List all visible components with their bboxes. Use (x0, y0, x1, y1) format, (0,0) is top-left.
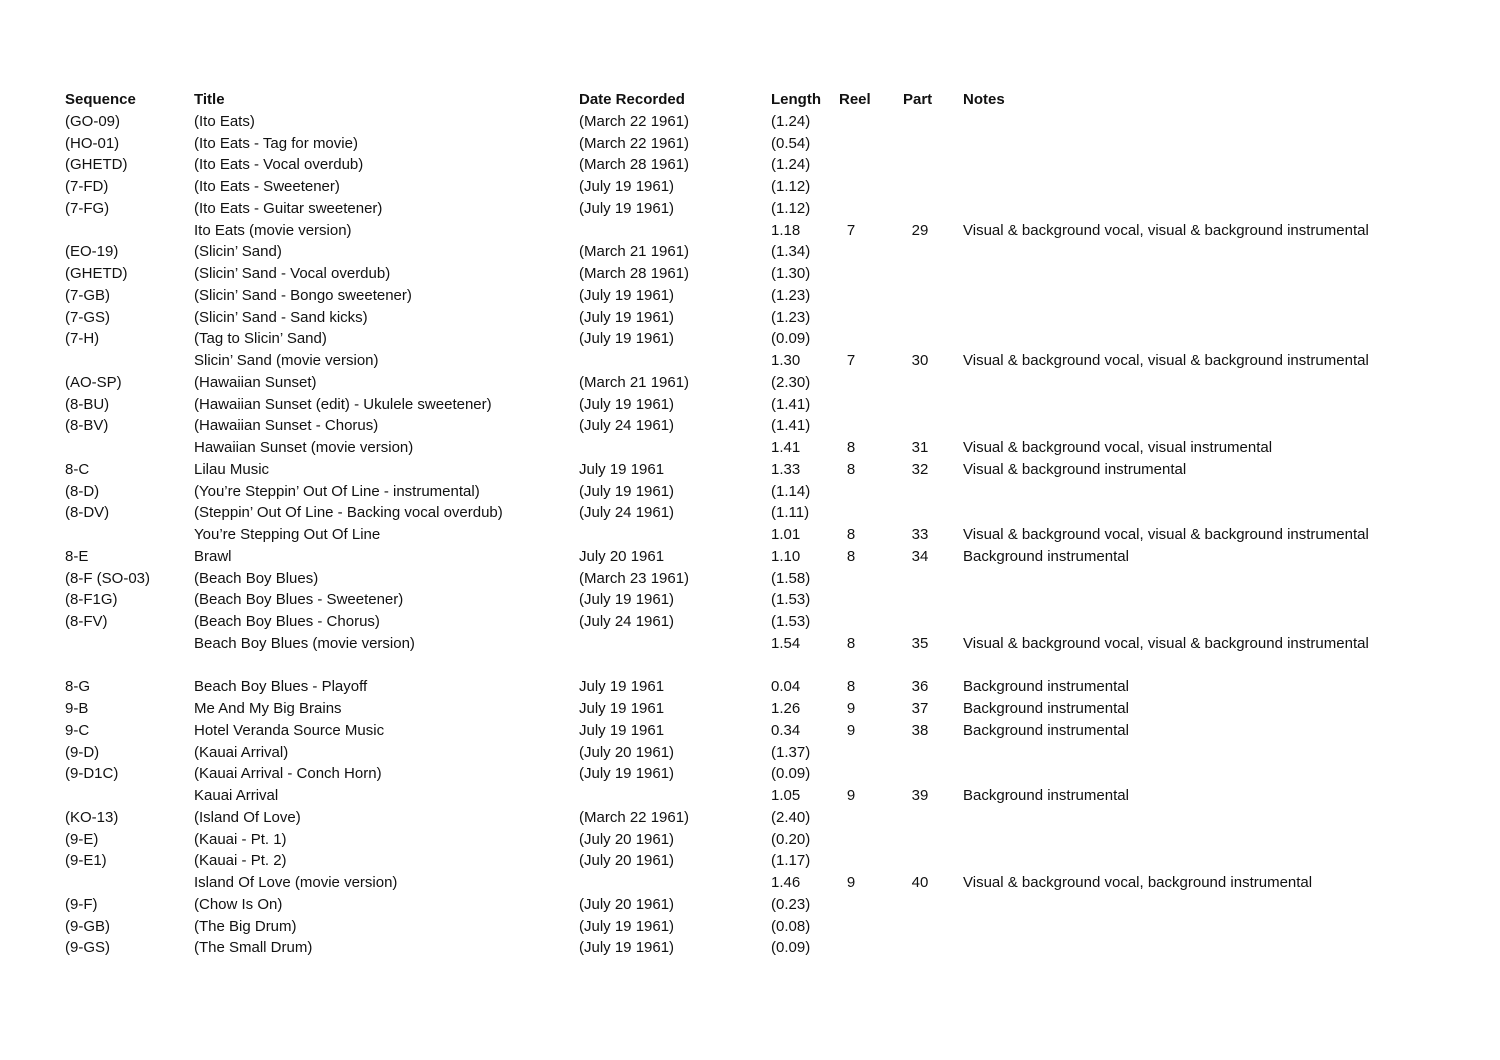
table-row (0, 698, 1500, 720)
cell-sequence: 8-G (65, 678, 91, 696)
cell-date-recorded: (July 20 1961) (579, 895, 675, 913)
cell-reel: 9 (846, 787, 856, 804)
cell-title: Me And My Big Brains (194, 700, 342, 717)
table-row (0, 350, 1500, 372)
cell-sequence: (7-FD) (65, 178, 109, 195)
cell-date-recorded: July 19 1961 (579, 700, 665, 717)
cell-length: (0.09) (771, 939, 811, 957)
cell-part: 35 (911, 634, 929, 652)
cell-date-recorded: (July 20 1961) (579, 743, 675, 761)
cell-title: (Ito Eats - Vocal overdub) (194, 156, 364, 174)
cell-date-recorded: (July 24 1961) (579, 417, 675, 435)
cell-notes: Background instrumental (963, 547, 1129, 565)
cell-title: (Slicin’ Sand) (194, 243, 282, 261)
cell-date-recorded: (March 21 1961) (579, 373, 690, 391)
cell-title: (The Big Drum) (194, 917, 297, 935)
cell-length: (1.58) (771, 569, 811, 587)
cell-date-recorded: (July 20 1961) (579, 830, 675, 848)
cell-title: (Kauai Arrival) (194, 743, 289, 761)
cell-sequence: 9-B (65, 700, 89, 717)
header-reel: Reel (839, 91, 871, 108)
cell-title: Hawaiian Sunset (movie version) (194, 439, 414, 456)
cell-reel: 7 (846, 352, 856, 369)
cell-reel: 8 (846, 526, 856, 543)
table-row (0, 285, 1500, 307)
header-sequence: Sequence (65, 91, 136, 108)
cell-date-recorded: (July 19 1961) (579, 286, 675, 304)
cell-length: (1.11) (771, 504, 810, 522)
cell-title: (Beach Boy Blues) (194, 569, 319, 587)
table-row (0, 829, 1500, 851)
cell-reel: 9 (846, 700, 856, 717)
cell-length: 0.04 (771, 678, 801, 696)
table-row (0, 763, 1500, 785)
cell-title: You’re Stepping Out Of Line (194, 526, 381, 543)
cell-length: (0.09) (771, 765, 811, 783)
cell-date-recorded: (March 22 1961) (579, 112, 690, 130)
cell-title: Ito Eats (movie version) (194, 221, 352, 239)
cell-title: (The Small Drum) (194, 939, 313, 957)
table-row (0, 372, 1500, 394)
cell-title: Beach Boy Blues (movie version) (194, 634, 415, 652)
cell-length: (2.40) (771, 808, 811, 826)
cell-part: 38 (911, 721, 929, 739)
cell-title: (Kauai - Pt. 1) (194, 830, 287, 848)
cell-length: 1.10 (771, 547, 801, 565)
cell-length: (1.24) (771, 112, 811, 130)
cell-title: (Steppin’ Out Of Line - Backing vocal overdub) (194, 504, 503, 522)
cell-sequence: (7-H) (65, 330, 100, 348)
cell-length: (2.30) (771, 373, 811, 391)
table-row (0, 437, 1500, 459)
cell-reel: 9 (846, 874, 856, 891)
cell-sequence: (8-D) (65, 482, 100, 500)
cell-title: Beach Boy Blues - Playoff (194, 678, 368, 696)
cell-title: (Ito Eats - Sweetener) (194, 178, 340, 195)
table-row (0, 176, 1500, 198)
cell-title: (Chow Is On) (194, 895, 283, 913)
table-row (0, 568, 1500, 590)
cell-length: (1.12) (771, 178, 811, 195)
cell-sequence: (8-BV) (65, 417, 109, 435)
cell-date-recorded: (July 19 1961) (579, 765, 675, 783)
table-row (0, 220, 1500, 242)
cell-length: (1.23) (771, 286, 811, 304)
cell-reel: 8 (846, 460, 856, 478)
header-date-recorded: Date Recorded (579, 91, 685, 108)
cell-sequence: (GO-09) (65, 112, 121, 130)
cell-part: 30 (911, 352, 929, 369)
cell-sequence: (GHETD) (65, 156, 128, 174)
cell-title: (Ito Eats - Tag for movie) (194, 134, 358, 152)
cell-notes: Background instrumental (963, 787, 1129, 804)
table-body (0, 111, 1500, 959)
cell-title: Island Of Love (movie version) (194, 874, 398, 891)
cell-length: (1.41) (771, 417, 811, 435)
cell-title: (Slicin’ Sand - Bongo sweetener) (194, 286, 412, 304)
cell-sequence: (7-FG) (65, 199, 110, 217)
cell-notes: Visual & background vocal, visual instrumental (963, 439, 1273, 456)
cell-date-recorded: (July 19 1961) (579, 199, 675, 217)
table-row (0, 633, 1500, 655)
cell-title: (Tag to Slicin’ Sand) (194, 330, 327, 348)
table-row (0, 872, 1500, 894)
cell-title: (Hawaiian Sunset (edit) - Ukulele sweetener) (194, 395, 492, 413)
cell-sequence: (GHETD) (65, 265, 128, 282)
cell-notes: Visual & background vocal, visual & background instrumental (963, 526, 1369, 543)
cell-length: 1.54 (771, 634, 801, 652)
cell-reel: 8 (846, 439, 856, 456)
cell-reel: 8 (846, 678, 856, 696)
table-row (0, 241, 1500, 263)
cell-sequence: (8-BU) (65, 395, 110, 413)
cell-notes: Visual & background instrumental (963, 460, 1187, 478)
cell-title: (Hawaiian Sunset) (194, 373, 317, 391)
cell-date-recorded: July 19 1961 (579, 678, 665, 696)
cell-title: (Island Of Love) (194, 808, 301, 826)
table-row (0, 263, 1500, 285)
table-row (0, 328, 1500, 350)
cell-length: 1.05 (771, 787, 801, 804)
table-spacer-row (0, 655, 1500, 677)
cell-reel: 8 (846, 634, 856, 652)
cell-title: Brawl (194, 547, 232, 565)
cell-date-recorded: (March 21 1961) (579, 243, 690, 261)
table-row (0, 916, 1500, 938)
cell-sequence: (AO-SP) (65, 373, 122, 391)
cell-title: (Beach Boy Blues - Chorus) (194, 613, 380, 630)
cell-date-recorded: (July 20 1961) (579, 852, 675, 870)
table-row (0, 589, 1500, 611)
cell-title: Kauai Arrival (194, 787, 279, 804)
cell-length: (0.20) (771, 830, 811, 848)
cell-date-recorded: (July 19 1961) (579, 308, 675, 326)
cell-notes: Visual & background vocal, background instrumental (963, 874, 1313, 891)
cell-sequence: (HO-01) (65, 134, 120, 152)
cell-date-recorded: (July 19 1961) (579, 591, 675, 609)
cell-length: 1.46 (771, 874, 801, 891)
cell-length: 1.26 (771, 700, 801, 717)
cell-title: (Beach Boy Blues - Sweetener) (194, 591, 404, 609)
table-row (0, 198, 1500, 220)
cell-sequence: (8-F (SO-03) (65, 569, 151, 587)
cell-title: Slicin’ Sand (movie version) (194, 352, 379, 369)
cell-title: (Hawaiian Sunset - Chorus) (194, 417, 379, 435)
cell-length: 1.18 (771, 221, 801, 239)
cell-length: (1.23) (771, 308, 811, 326)
cell-title: Lilau Music (194, 460, 270, 478)
header-title: Title (194, 91, 225, 108)
table-row (0, 154, 1500, 176)
cell-title: (Ito Eats) (194, 112, 255, 130)
cell-length: (1.24) (771, 156, 811, 174)
table-header-row (0, 89, 1500, 111)
cell-notes: Background instrumental (963, 700, 1129, 717)
table-row (0, 807, 1500, 829)
cell-sequence: (EO-19) (65, 243, 119, 261)
header-notes: Notes (963, 91, 1005, 108)
cell-part: 33 (911, 526, 929, 543)
cell-date-recorded: (July 19 1961) (579, 330, 675, 348)
cell-length: (1.30) (771, 265, 811, 282)
cell-sequence: (9-D1C) (65, 765, 119, 783)
cell-date-recorded: July 19 1961 (579, 460, 665, 478)
cell-date-recorded: (March 22 1961) (579, 808, 690, 826)
cell-length: (1.53) (771, 591, 811, 609)
cell-sequence: (9-GS) (65, 939, 110, 957)
table-row (0, 785, 1500, 807)
header-length: Length (771, 91, 821, 108)
cell-date-recorded: (July 19 1961) (579, 917, 675, 935)
cell-length: (0.23) (771, 895, 811, 913)
cell-sequence: (8-F1G) (65, 591, 118, 609)
cell-length: 0.34 (771, 721, 801, 739)
cell-part: 36 (911, 678, 929, 696)
cell-length: (0.54) (771, 134, 811, 152)
table-row (0, 502, 1500, 524)
cell-length: (1.12) (771, 199, 811, 217)
cell-sequence: (9-D) (65, 743, 100, 761)
table-row (0, 546, 1500, 568)
table-row (0, 459, 1500, 481)
cell-notes: Visual & background vocal, visual & background instrumental (963, 634, 1369, 652)
table-row (0, 481, 1500, 503)
cell-length: 1.41 (771, 439, 801, 456)
cell-reel: 9 (846, 721, 856, 739)
table-row (0, 676, 1500, 698)
cell-part: 31 (911, 439, 929, 456)
cell-date-recorded: (July 19 1961) (579, 178, 675, 195)
cell-sequence: (9-E) (65, 830, 99, 848)
cell-sequence: (8-FV) (65, 613, 108, 630)
cell-sequence: (9-GB) (65, 917, 110, 935)
cell-length: (0.09) (771, 330, 811, 348)
table-row (0, 720, 1500, 742)
cell-title: (Kauai Arrival - Conch Horn) (194, 765, 382, 783)
table-row (0, 133, 1500, 155)
table-row (0, 524, 1500, 546)
cell-date-recorded: (July 24 1961) (579, 613, 675, 630)
cell-length: 1.01 (771, 526, 801, 543)
cell-title: (Kauai - Pt. 2) (194, 852, 287, 870)
cell-length: (1.53) (771, 613, 811, 630)
cell-part: 34 (911, 547, 929, 565)
cell-length: (1.17) (771, 852, 811, 870)
cell-notes: Visual & background vocal, visual & background instrumental (963, 352, 1369, 369)
cell-reel: 8 (846, 547, 856, 565)
cell-date-recorded: July 20 1961 (579, 547, 665, 565)
cell-sequence: (9-E1) (65, 852, 107, 870)
cell-title: (You’re Steppin’ Out Of Line - instrumental) (194, 482, 480, 500)
cell-sequence: (9-F) (65, 895, 98, 913)
cell-length: 1.33 (771, 460, 801, 478)
cell-part: 32 (911, 460, 929, 478)
table-row (0, 937, 1500, 959)
cell-length: (1.41) (771, 395, 811, 413)
cell-date-recorded: (July 19 1961) (579, 939, 675, 957)
cell-date-recorded: (March 28 1961) (579, 156, 690, 174)
cell-date-recorded: July 19 1961 (579, 721, 665, 739)
table-row (0, 111, 1500, 133)
cell-sequence: (7-GS) (65, 308, 110, 326)
cell-sequence: 8-E (65, 547, 89, 565)
cell-length: 1.30 (771, 352, 801, 369)
cell-sequence: (8-DV) (65, 504, 110, 522)
cell-title: (Slicin’ Sand - Vocal overdub) (194, 265, 391, 282)
cell-part: 29 (911, 221, 929, 239)
cell-date-recorded: (March 22 1961) (579, 134, 690, 152)
table-row (0, 307, 1500, 329)
cell-reel: 7 (846, 221, 856, 239)
cell-date-recorded: (July 19 1961) (579, 482, 675, 500)
cell-length: (1.37) (771, 743, 811, 761)
table-row (0, 611, 1500, 633)
cell-sequence: (KO-13) (65, 808, 119, 826)
cell-length: (1.34) (771, 243, 811, 261)
table-row (0, 894, 1500, 916)
cell-date-recorded: (March 23 1961) (579, 569, 690, 587)
cell-notes: Background instrumental (963, 678, 1129, 696)
cell-part: 39 (911, 787, 929, 804)
table-row (0, 415, 1500, 437)
cell-date-recorded: (July 24 1961) (579, 504, 675, 522)
cell-date-recorded: (March 28 1961) (579, 265, 690, 282)
cell-notes: Visual & background vocal, visual & background instrumental (963, 221, 1369, 239)
cell-length: (0.08) (771, 917, 811, 935)
cell-part: 40 (911, 874, 929, 891)
cell-title: Hotel Veranda Source Music (194, 721, 385, 739)
cell-sequence: (7-GB) (65, 286, 110, 304)
cell-sequence: 8-C (65, 460, 90, 478)
cell-title: (Slicin’ Sand - Sand kicks) (194, 308, 368, 326)
header-part: Part (903, 91, 933, 108)
cell-length: (1.14) (771, 482, 811, 500)
table-row (0, 850, 1500, 872)
table-row (0, 394, 1500, 416)
session-table (0, 89, 1500, 959)
cell-part: 37 (911, 700, 929, 717)
cell-title: (Ito Eats - Guitar sweetener) (194, 199, 383, 217)
table-row (0, 742, 1500, 764)
cell-sequence: 9-C (65, 721, 90, 739)
cell-notes: Background instrumental (963, 721, 1129, 739)
cell-date-recorded: (July 19 1961) (579, 395, 675, 413)
